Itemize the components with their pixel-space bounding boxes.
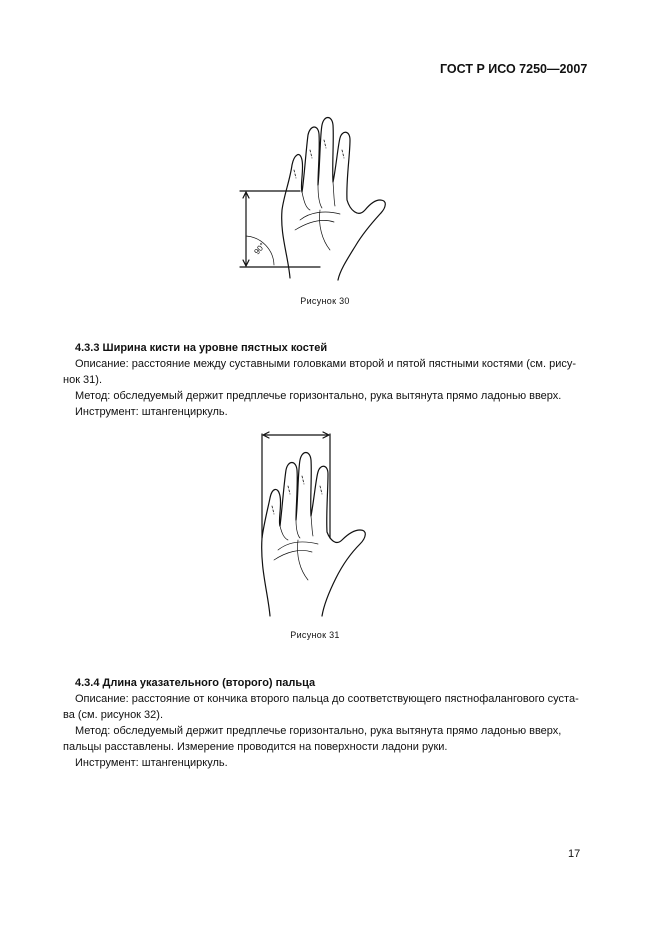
figure-30-caption: Рисунок 30 [300, 296, 350, 306]
section-4-3-3 [63, 340, 585, 420]
fig31-hand-outline [262, 453, 366, 617]
page-number: 17 [568, 848, 581, 860]
figure-30-hand-illustration [230, 110, 400, 285]
section-4-3-4-method-line1: Метод: обследуемый держит предплечье горизонтально, рука вытянута прямо ладонью вверх, [75, 725, 562, 737]
section-4-3-4-instrument: Инструмент: штангенциркуль. [75, 757, 228, 769]
section-4-3-3-method: Метод: обследуемый держит предплечье горизонтально, рука вытянута прямо ладонью вверх. [75, 390, 562, 402]
section-4-3-4-method-line2: пальцы расставлены. Измерение проводится на поверхности ладони руки. [63, 741, 448, 753]
figure-31-hand-illustration [250, 428, 390, 618]
section-4-3-3-heading: 4.3.3 Ширина кисти на уровне пястных костей [75, 342, 328, 354]
figure-31-caption: Рисунок 31 [290, 630, 340, 640]
section-4-3-4-description-line1: Описание: расстояние от кончика второго пальца до соответствующего пястнофалангового суста- [75, 693, 579, 705]
section-4-3-4 [63, 675, 585, 771]
fig30-angle-label: 90° [252, 241, 268, 257]
section-4-3-3-description-line1: Описание: расстояние между суставными головками второй и пятой пястными костями (см. рису- [75, 358, 576, 370]
section-4-3-4-heading: 4.3.4 Длина указательного (второго) пальца [75, 677, 316, 689]
section-4-3-4-description-line2: ва (см. рисунок 32). [63, 709, 164, 721]
fig30-hand-outline [282, 118, 386, 281]
document-header: ГОСТ Р ИСО 7250—2007 [440, 62, 588, 76]
section-4-3-3-instrument: Инструмент: штангенциркуль. [75, 406, 228, 418]
section-4-3-3-description-line2: нок 31). [63, 374, 103, 386]
